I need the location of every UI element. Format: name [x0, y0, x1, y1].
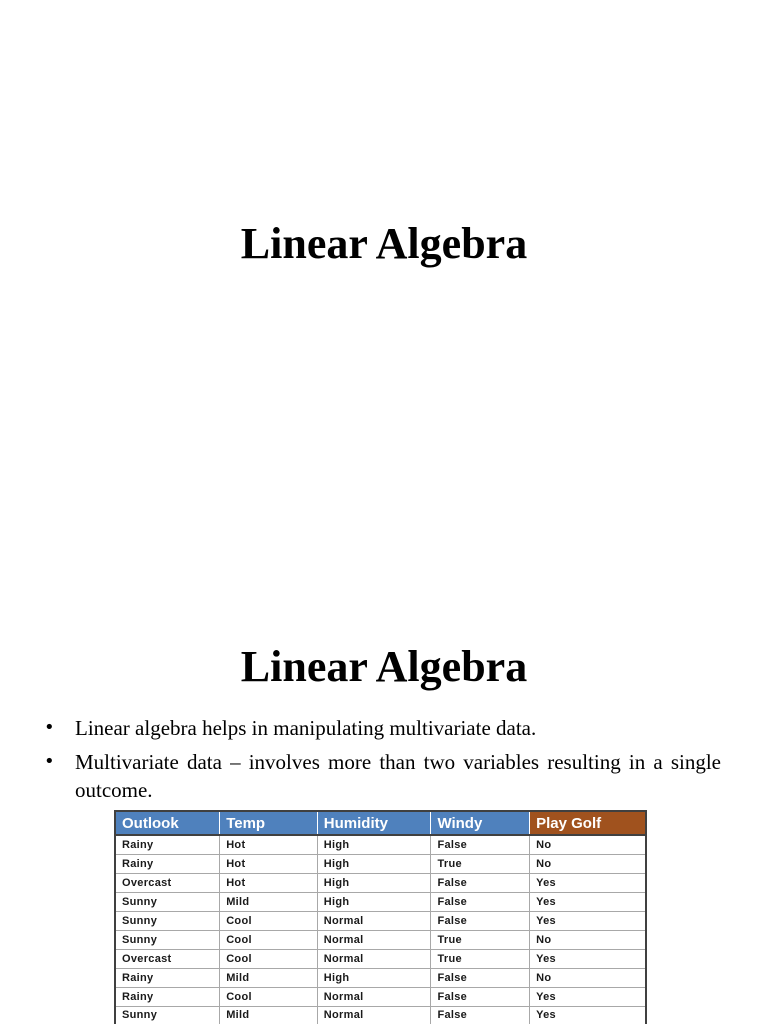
windy-cell: False: [431, 873, 530, 892]
windy-cell: True: [431, 854, 530, 873]
table-row: [115, 1006, 646, 1024]
temp-cell: Cool: [220, 987, 318, 1006]
play-golf-table: [114, 810, 647, 1024]
table-row: [115, 835, 646, 854]
play-golf-cell: No: [530, 930, 646, 949]
temp-cell: Mild: [220, 1006, 318, 1024]
table-row: [115, 949, 646, 968]
windy-cell: False: [431, 987, 530, 1006]
temp-cell: Mild: [220, 968, 318, 987]
humidity-cell: High: [317, 835, 431, 854]
table-row: [115, 873, 646, 892]
table-body: [115, 835, 646, 1024]
windy-cell: False: [431, 911, 530, 930]
humidity-cell: Normal: [317, 949, 431, 968]
temp-cell: Mild: [220, 892, 318, 911]
windy-cell: False: [431, 892, 530, 911]
humidity-cell: Normal: [317, 987, 431, 1006]
humidity-cell: Normal: [317, 911, 431, 930]
header-outlook: Outlook: [115, 811, 220, 835]
humidity-cell: Normal: [317, 930, 431, 949]
windy-cell: False: [431, 1006, 530, 1024]
table-row: [115, 987, 646, 1006]
play-golf-cell: No: [530, 854, 646, 873]
bullet-item: [40, 714, 721, 742]
temp-cell: Cool: [220, 930, 318, 949]
humidity-cell: Normal: [317, 1006, 431, 1024]
humidity-cell: High: [317, 892, 431, 911]
outlook-cell: Sunny: [115, 930, 220, 949]
temp-cell: Cool: [220, 911, 318, 930]
temp-cell: Cool: [220, 949, 318, 968]
windy-cell: False: [431, 968, 530, 987]
outlook-cell: Rainy: [115, 835, 220, 854]
slide-2-title: Linear Algebra: [240, 642, 528, 691]
humidity-cell: High: [317, 854, 431, 873]
play-golf-cell: Yes: [530, 911, 646, 930]
outlook-cell: Overcast: [115, 873, 220, 892]
table-row: [115, 968, 646, 987]
temp-cell: Hot: [220, 835, 318, 854]
table-row: [115, 911, 646, 930]
table-row: [115, 854, 646, 873]
windy-cell: True: [431, 930, 530, 949]
header-windy: Windy: [431, 811, 530, 835]
outlook-cell: Sunny: [115, 892, 220, 911]
bullet-icon: •: [44, 751, 55, 772]
bullet-icon: •: [44, 717, 55, 738]
outlook-cell: Rainy: [115, 854, 220, 873]
table-row: [115, 930, 646, 949]
bullet-text: Linear algebra helps in manipulating multivariate data.: [75, 716, 537, 740]
header-play-golf: Play Golf: [530, 811, 646, 835]
play-golf-cell: Yes: [530, 873, 646, 892]
play-golf-cell: Yes: [530, 949, 646, 968]
humidity-cell: High: [317, 873, 431, 892]
play-golf-cell: No: [530, 835, 646, 854]
bullet-list: [40, 714, 721, 810]
outlook-cell: Rainy: [115, 987, 220, 1006]
humidity-cell: High: [317, 968, 431, 987]
play-golf-cell: Yes: [530, 1006, 646, 1024]
play-golf-cell: No: [530, 968, 646, 987]
outlook-cell: Sunny: [115, 1006, 220, 1024]
temp-cell: Hot: [220, 873, 318, 892]
slide-1-title: Linear Algebra: [240, 219, 528, 268]
table-row: [115, 892, 646, 911]
windy-cell: True: [431, 949, 530, 968]
bullet-text: Multivariate data – involves more than two variables resulting in a single outcome.: [75, 750, 721, 802]
temp-cell: Hot: [220, 854, 318, 873]
slide-2: [0, 512, 768, 1024]
header-humidity: Humidity: [317, 811, 431, 835]
windy-cell: False: [431, 835, 530, 854]
table-header: [115, 811, 646, 835]
outlook-cell: Rainy: [115, 968, 220, 987]
header-row: [115, 811, 646, 835]
outlook-cell: Overcast: [115, 949, 220, 968]
outlook-cell: Sunny: [115, 911, 220, 930]
play-golf-cell: Yes: [530, 987, 646, 1006]
play-golf-cell: Yes: [530, 892, 646, 911]
bullet-item: [40, 748, 721, 804]
header-temp: Temp: [220, 811, 318, 835]
